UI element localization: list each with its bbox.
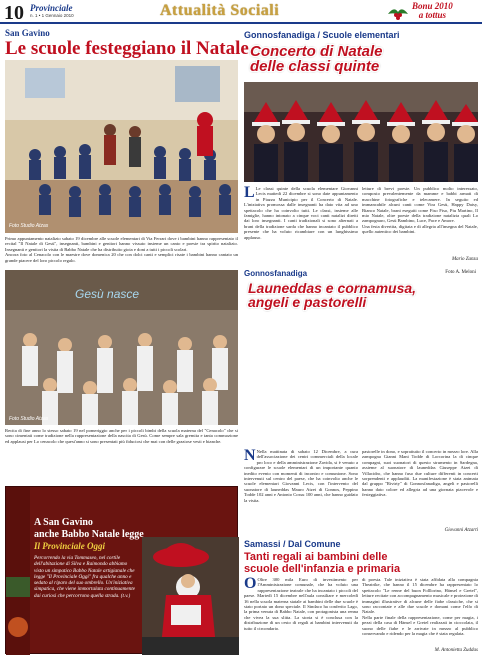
photo-nativity-play — [5, 270, 238, 425]
a1-text-1 — [244, 186, 358, 256]
left-kicker: San Gavino — [5, 28, 50, 38]
drop-cap: N — [244, 447, 256, 464]
photo-credit: Foto Studio Atzas — [9, 223, 49, 229]
a3-text-1 — [244, 577, 358, 647]
a2-kicker: Gonnosfanadiga — [244, 269, 308, 278]
a2-title: Launeddas e cornamusa, angeli e pastorelli — [248, 280, 417, 310]
masthead: Provinciale — [30, 3, 73, 13]
bonus-greeting: Bonu 2010 a tottus — [412, 1, 453, 20]
caption-1: Primo appuntamento natalizio sabato 19 dicembre alle scuole elementari di Via Ferrari dove i bambini hanno rappresentato il recital "Il Natale di Gesù", insegnanti, bambini e genitori hanno vissuto insieme un canto e poesie tra spirito natalizio. Insegnanti e genitori la visita di Babbo Natale che ha distribuito gioia e doni a tutti i piccoli scolari. Ancora foto al Cenacolo con le maestre dove domenica 20 che con dolci canti e semplici risate i bambini hanno cantato un grande piacere del loro piccolo regalo. — [5, 236, 238, 263]
svg-text:Gesù nasce: Gesù nasce — [75, 287, 140, 301]
page-header — [0, 0, 482, 24]
drop-cap: O — [244, 575, 257, 592]
a3-signature: M. Antonietta Zuddas — [434, 648, 478, 653]
sidebar-box — [5, 486, 238, 654]
page-number: 10 — [4, 2, 24, 24]
a1-text-2: letture di brevi poesie. Un pubblico molto interessato, composto prevalentemente da mamme e babbi armati di macchine fotografiche e telecamere. In seguito ed immancabile alcuni canti come Vira Gesù, Happy Daisy, Bianco Natale, brani eseguiti come Fiso Fiso, Piu Martino, Il mio Natale, oltre poesie della tradizione natalizia quali Lo zampognaro, Gesù Bambino, Luce, Pace e Amore. Una festa divertita, digitata e di allegria all'insegna del Natale, quello autentico dei bambini. — [362, 186, 478, 235]
a3-title: Tanti regali ai bambini delle scuole dell'infanzia e primaria — [244, 551, 401, 575]
a1-signature: Mario Zanza — [452, 257, 478, 262]
a1-title: Concerto di Natale delle classi quinte — [250, 43, 383, 75]
sidebar-text: Percorrendo la via Tommaseo, nel cortile dell'abitazione di Silva e Raimondo abbiamo visto un simpatico Babbo Natale artigianale che legge "Il Provinciale Oggi" fra qualche anno e sedato al riparo del suo ombrello. Un'iniziativa simpatica, che viene immortalata continuamente dai curiosi che percorrono quella strada. (t.v.) — [34, 555, 135, 599]
a3-text-2: di poesia. Tale iniziativa è stata affidata alla compagnia Theatrike, che hanno il 15 dicembre ha rappresentato lo spettacolo "Le renne del buon Folllorino, Hänsel e Gretel", letture recitate con accompagnamento musicale e proiezione di immagini illustrative di alcune delle fiabe classiche, che si sono raccontate e alle due scuole e domani come l'elfo di Natale. Nella parte finale della rappresentazione, come per magia, i pezzi della casa di Hänsel e Gretel realizzati in cioccolata, il suono delle fiabe e le arrivate in mezzo al pubblico conservando e ridendo per la magia che è stata regalata. — [362, 577, 478, 637]
photo-concert-choir — [244, 82, 478, 182]
a2-signature: Giovanni Atzarti — [444, 528, 478, 533]
caption-2: Recita di fine anno lo stesso sabato 19 nel pomeriggio anche per i piccoli bimbi della scuola materna del "Cenacolo" che si sono cimentati come tradizione nella rappresentazione della nascita di Gesù. Come sempre sala gremita e tanta commozione ed applausi per Lo cenacolo che quest'anno si sono presentati più fiduciosi che mai con delle graziose vesti e bianche. — [5, 428, 238, 444]
a3-kicker: Samassi / Dal Comune — [244, 539, 341, 549]
a2-text-2: pastorelle in dono, e soprattutto il concerto in mezzo lore. Alla zampogna Gianni Mani Todde di Lorcorina la di cinque compagni, suoi suonatori di questo strumento in Sardegna, assieme al suonatore di launeddas Giuseppe Atzei di Villacidro, che hanno fuso due culture differenti in concerti sorprendenti e applauditi. La manifestazione è stata animata dal gruppo "Rivtrty" di Gonnosfanadiga, angeli e pastorelli hanno dato colore ed allegria ad una giornata piacevole e festeggiativa. — [362, 449, 478, 498]
a1-body-1: Le classi quinte della scuola elementare Giovanni Lecis mattedi 22 dicembre si sono date appuntamento in Piazza Municipio per il Concerto di Natale. L'iniziativa promossa dalle insegnanti ha dato vita ad uno spettacolo che ha coinvolto tutti. Le classi, insieme alle famiglie, hanno intonato a cinque voci canti natalizi diretti dai loro insegnanti. I canti tradizionali si sono alternati a brani della tradizione sarda che hanno incantato il pubblico presente che ha voluto ricambiare con un lunghissimo applauso. — [244, 186, 358, 240]
issue-date: n. 1 • 1 Gennaio 2010 — [30, 13, 74, 18]
a3-body-1: Oltre 300 mila Euro di investimento per l'Amministrazione comunale, che ha voluto una rappresentazione teatrale che ha incantato i piccoli del paese. Martedì 15 dicembre nell'aula consiliare e mercoledì 16 nella scuola materna statale ai bambini delle due scuole è stato portato un dono speciale. Il Sindaco ha conferito Lago, la prima venuta di Babbo Natale, con protagonista una renna che vivea la sua slitta. La storia si è conclusa con la distribuzione di un cesto di regali ai bambini intervenuti da tutto il circondario. — [244, 577, 358, 631]
a2-body-1: Nella mattinata di sabato 12 Dicembre, a cura dell'associazione dei centri commerciali della locale pro loco e della amministrazione Zavida, si è venuto a configurare le scuole elementari di un importante quanto inedito evento con momenti di incontro e comunione. Sono intervenuti sul centro del paese, che ha coinvolto anche le scuole elementari Giovanni Lecis, con l'intervento del suonatore di launeddas Mauro Atzei di Gonnos, Peppino Todde 102 anni e Antonio Cossu 100 anni, che hanno guidato la visita. — [244, 449, 358, 503]
photo-credit: Foto Studio Atzas — [9, 416, 49, 422]
sidebar-kicker-2: anche Babbo Natale legge — [34, 529, 144, 540]
section-title: Attualità Sociali — [160, 2, 280, 19]
photo-credit: Foto A. Meloni — [445, 270, 476, 275]
a1-kicker: Gonnosfanadiga / Scuole elementari — [244, 30, 400, 40]
photo-school-children — [5, 60, 238, 233]
sidebar-kicker-1: A San Gavino — [34, 517, 93, 528]
drop-cap: L — [244, 184, 255, 201]
left-title: Le scuole festeggiano il Natale — [5, 38, 249, 59]
holly-icon — [386, 2, 410, 22]
sidebar-title: Il Provinciale Oggi — [34, 541, 105, 551]
a2-text-1 — [244, 449, 358, 527]
